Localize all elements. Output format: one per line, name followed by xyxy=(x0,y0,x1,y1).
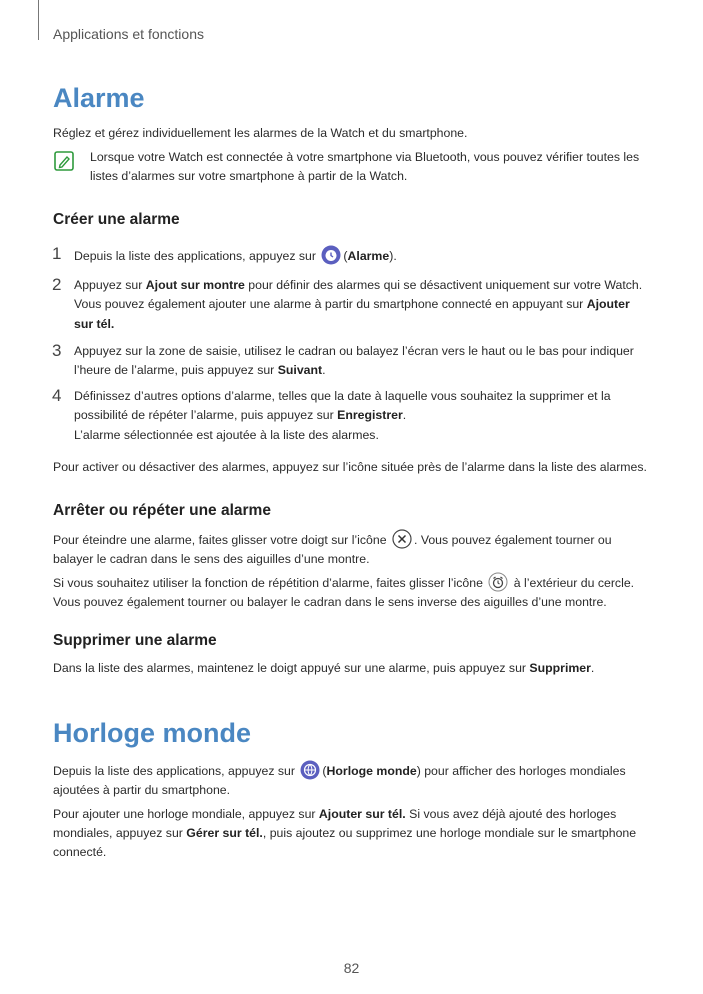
page-number: 82 xyxy=(343,960,360,976)
running-title: Applications et fonctions xyxy=(53,26,204,42)
create-alarm-heading: Créer une alarme xyxy=(53,211,180,228)
step-1: Depuis la liste des applications, appuyez sur (Alarme). xyxy=(74,245,652,266)
snooze-icon xyxy=(488,572,508,592)
world-clock-app-icon xyxy=(300,760,320,780)
delete-alarm-text: Dans la liste des alarmes, maintenez le doigt appuyé sur une alarme, puis appuyez sur Supprimer. xyxy=(53,661,595,675)
step-number: 1 xyxy=(52,244,62,263)
alarm-app-icon xyxy=(321,245,341,265)
header-rule xyxy=(38,0,39,40)
note-text: Lorsque votre Watch est connectée à votre smartphone via Bluetooth, vous pouvez vérifier toutes les listes d’alarmes sur votre smartphone à partir de la Watch. xyxy=(90,150,640,183)
stop-alarm-text: Pour éteindre une alarme, faites glisser votre doigt sur l’icône . Vous pouvez également tourner ou balayer le cadran dans le sens des aiguilles d’une montre. xyxy=(53,529,653,569)
delete-alarm-heading: Supprimer une alarme xyxy=(53,632,217,649)
stop-alarm-heading: Arrêter ou répéter une alarme xyxy=(53,502,271,519)
toggle-alarm-text: Pour activer ou désactiver des alarmes, appuyez sur l’icône située près de l’alarme dans la liste des alarmes. xyxy=(53,460,647,474)
step-4: Définissez d’autres options d’alarme, telles que la date à laquelle vous souhaitez la supprimer et la possibilité de répéter l’alarme, puis appuyez sur Enregistrer. L’alarme sélectionnée est ajoutée à la liste des alarmes. xyxy=(74,389,611,442)
world-clock-text-1: Depuis la liste des applications, appuyez sur (Horloge monde) pour afficher des horloges mondiales ajoutées à partir du smartphone. xyxy=(53,760,643,800)
alarm-title: Alarme xyxy=(53,83,145,113)
dismiss-icon xyxy=(392,529,412,549)
world-clock-title: Horloge monde xyxy=(53,718,252,748)
snooze-text: Si vous souhaitez utiliser la fonction de répétition d’alarme, faites glisser l’icône à l’extérieur du cercle. Vous pouvez également tourner ou balayer le cadran dans le sens inverse des aiguilles d’une montre. xyxy=(53,572,653,612)
alarm-intro: Réglez et gérez individuellement les alarmes de la Watch et du smartphone. xyxy=(53,126,468,140)
step-number: 2 xyxy=(52,275,62,294)
step-number: 3 xyxy=(52,341,62,360)
step-3: Appuyez sur la zone de saisie, utilisez le cadran ou balayez l’écran vers le haut ou le bas pour indiquer l’heure de l’alarme, puis appuyez sur Suivant. xyxy=(74,344,634,378)
note-icon xyxy=(54,151,74,171)
step-2: Appuyez sur Ajout sur montre pour définir des alarmes qui se désactivent uniquement sur votre Watch. Vous pouvez également ajouter une alarme à partir du smartphone connecté en appuyant sur Ajouter sur tél. xyxy=(74,278,643,331)
step-number: 4 xyxy=(52,386,62,405)
world-clock-text-2: Pour ajouter une horloge mondiale, appuyez sur Ajouter sur tél. Si vous avez déjà ajouté des horloges mondiales, appuyez sur Gérer sur tél., puis ajoutez ou supprimez une horloge mondiale sur le smartphone connecté. xyxy=(53,807,637,859)
